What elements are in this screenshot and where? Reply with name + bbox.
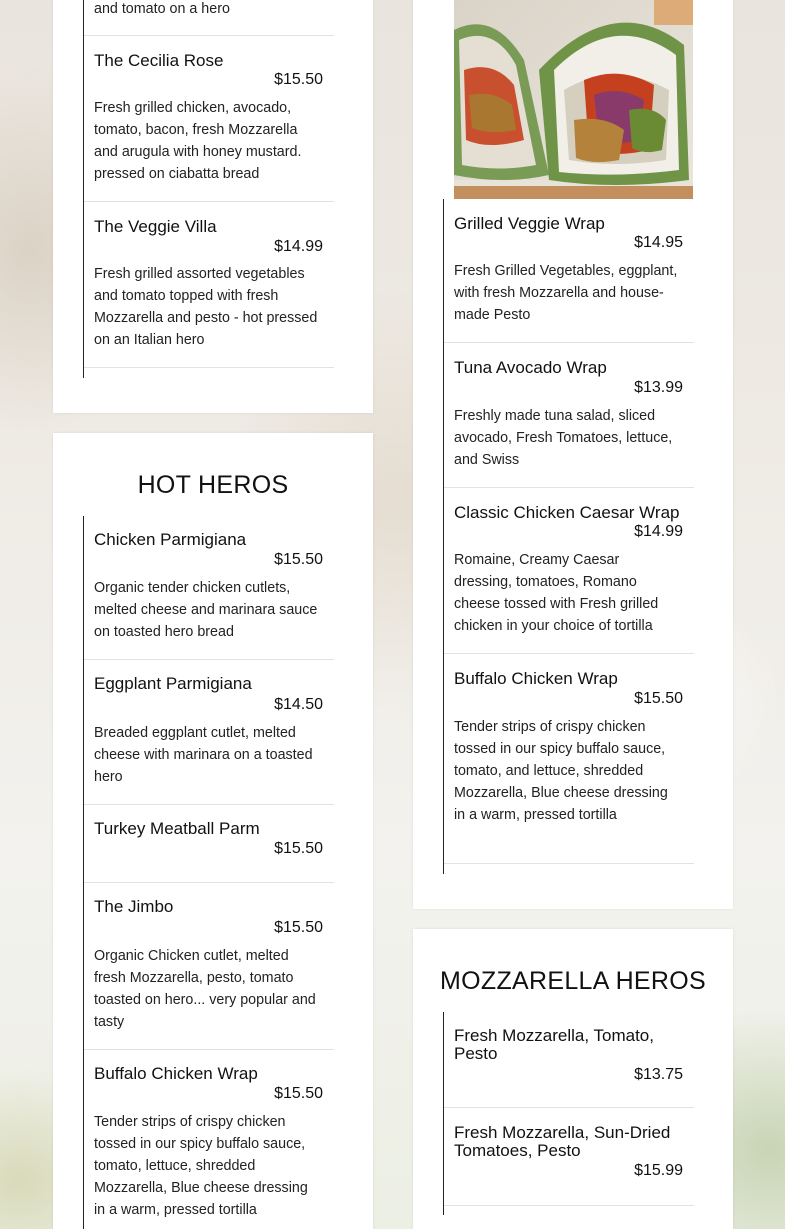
- menu-item[interactable]: [84, 805, 334, 883]
- menu-item-desc: Fresh Grilled Vegetables, eggplant, with fresh Mozzarella and house-made Pesto: [454, 263, 678, 323]
- menu-item[interactable]: [84, 0, 334, 36]
- menu-item-price: $15.50: [634, 690, 683, 707]
- menu-item-list: [443, 199, 694, 874]
- veggie-wrap-photo: [454, 0, 693, 199]
- menu-item-list: [443, 1012, 694, 1215]
- menu-item-list: [83, 0, 334, 378]
- menu-item[interactable]: [84, 36, 334, 202]
- menu-item[interactable]: [444, 654, 694, 864]
- menu-item[interactable]: [84, 202, 334, 368]
- menu-item-price: $14.50: [274, 696, 323, 713]
- menu-item-name: The Cecilia Rose: [94, 51, 224, 70]
- menu-item-desc: Breaded eggplant cutlet, melted cheese with marinara on a toasted hero: [94, 725, 313, 785]
- menu-item-price: $14.95: [634, 234, 683, 251]
- menu-item-price: $15.50: [274, 551, 323, 568]
- menu-item[interactable]: [84, 660, 334, 805]
- menu-item-name: The Veggie Villa: [94, 217, 217, 236]
- menu-item-name: Tuna Avocado Wrap: [454, 358, 607, 377]
- menu-item-name: Buffalo Chicken Wrap: [454, 669, 618, 688]
- menu-item-name: Fresh Mozzarella, Tomato, Pesto: [454, 1026, 654, 1063]
- menu-item-name: Grilled Veggie Wrap: [454, 214, 605, 233]
- menu-item-name: Fresh Mozzarella, Sun-Dried Tomatoes, Pesto: [454, 1123, 671, 1160]
- menu-item-desc: Tender strips of crispy chicken tossed in our spicy buffalo sauce, tomato, lettuce, shredded Mozzarella, Blue cheese dressing in a warm, pressed tortilla: [94, 1114, 308, 1218]
- menu-item[interactable]: [444, 1108, 694, 1206]
- menu-item-desc: Organic tender chicken cutlets, melted cheese and marinara sauce on toasted hero bread: [94, 580, 318, 640]
- menu-card-mozzarella-heros: [413, 929, 733, 1229]
- menu-item-name: Chicken Parmigiana: [94, 530, 247, 549]
- menu-item-price: $15.50: [274, 1085, 323, 1102]
- menu-item-price: $15.50: [274, 919, 323, 936]
- menu-item[interactable]: [84, 883, 334, 1050]
- menu-item-name: The Jimbo: [94, 897, 174, 916]
- menu-item-desc: Romaine, Creamy Caesar dressing, tomatoes, Romano cheese tossed with Fresh grilled chicken in your choice of tortilla: [454, 552, 659, 634]
- menu-item[interactable]: [444, 488, 694, 654]
- menu-item[interactable]: [444, 1012, 694, 1108]
- menu-item-price: $15.50: [274, 71, 323, 88]
- menu-item-desc: Fresh grilled assorted vegetables and tomato topped with fresh Mozzarella and pesto - hot pressed on an Italian hero: [94, 266, 318, 348]
- menu-item-desc: Organic Chicken cutlet, melted fresh Mozzarella, pesto, tomato toasted on hero... very popular and tasty: [94, 948, 316, 1030]
- menu-item-price: $14.99: [274, 238, 323, 255]
- menu-item-name: Turkey Meatball Parm: [94, 819, 260, 838]
- section-title: HOT HEROS: [137, 471, 289, 499]
- menu-item[interactable]: [84, 516, 334, 660]
- menu-item-price: $15.50: [274, 840, 323, 857]
- menu-card-hot-heros: [53, 433, 373, 1229]
- menu-item-price: $15.99: [634, 1162, 683, 1179]
- wrap-photo-icon: [454, 0, 693, 199]
- menu-item[interactable]: [84, 1050, 334, 1229]
- menu-item-price: $13.75: [634, 1066, 683, 1083]
- menu-item-list: [83, 516, 334, 1229]
- menu-item[interactable]: [444, 199, 694, 343]
- menu-item-name: Eggplant Parmigiana: [94, 674, 252, 693]
- menu-item-desc: Freshly made tuna salad, sliced avocado, Fresh Tomatoes, lettuce, and Swiss: [454, 408, 673, 468]
- section-title: MOZZARELLA HEROS: [440, 967, 706, 995]
- menu-item-desc: Fresh grilled chicken, avocado, tomato, bacon, fresh Mozzarella and arugula with honey mustard. pressed on ciabatta bread: [94, 100, 302, 182]
- menu-item-name: Classic Chicken Caesar Wrap: [454, 503, 680, 522]
- menu-item-name: Buffalo Chicken Wrap: [94, 1064, 258, 1083]
- menu-item-desc: Tender strips of crispy chicken tossed in our spicy buffalo sauce, tomato, and lettuce, shredded Mozzarella, Blue cheese dressing in a warm, pressed tortilla: [454, 719, 668, 823]
- menu-card-left-top: [53, 0, 373, 413]
- menu-item-price: $13.99: [634, 379, 683, 396]
- menu-item-desc: and tomato on a hero: [94, 1, 230, 17]
- menu-item-price: $14.99: [634, 523, 683, 540]
- menu-item[interactable]: [444, 343, 694, 488]
